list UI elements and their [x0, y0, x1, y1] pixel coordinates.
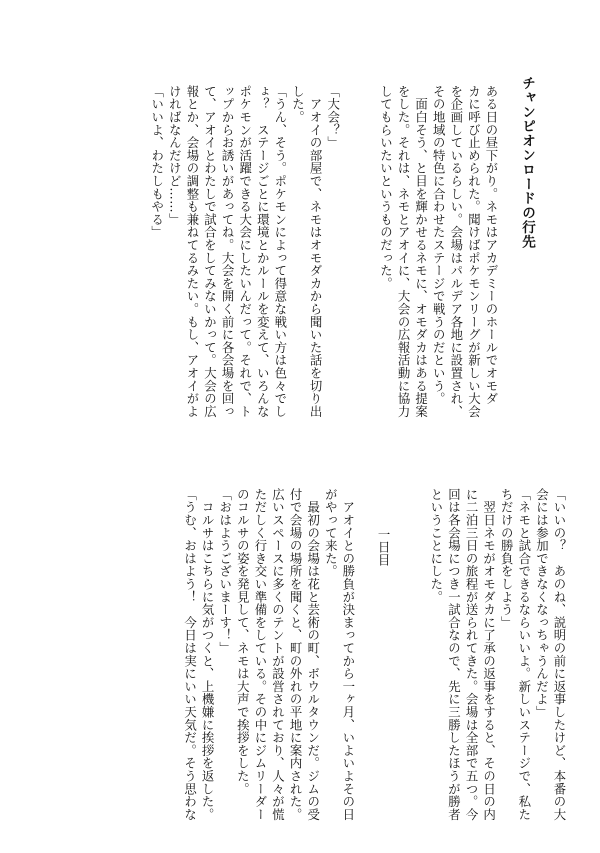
bottom-text-block [98, 488, 568, 828]
text-line: 回は各会場につき一試合なので、先に三勝したほうが勝者 [446, 488, 462, 821]
top-text-block [98, 85, 500, 425]
text-line: 「いいの？ あのね、説明の前に返事したけど、本番の大 [552, 488, 567, 821]
text-line: 最初の会場は花と芸術の町、ボウルタウンだ。ジムの受 [305, 488, 321, 821]
text-line: してもらいたいというものだった。 [378, 85, 394, 290]
text-line: 翌日ネモがオモダカに了承の返事をすると、その日の内 [481, 488, 497, 821]
text-line: 報とか、会場の調整も兼ねてるみたい。もし、アオイがよ [184, 85, 200, 418]
text-line: 会には参加できなくなっちゃうんだよ」 [534, 488, 550, 719]
text-line: に二泊三日の旅程が送られてきた。会場は全部で五つ。今 [464, 488, 480, 821]
text-line: て、アオイとわたしで試合をしてみないかって。大会の広 [202, 85, 218, 418]
section-heading: 一日目 [376, 528, 392, 567]
text-line: 「ネモと試合できるならいいよ。新しいステージで、私た [516, 488, 532, 821]
text-line: カに呼び止められた。聞けばポケモンリーグが新しい大会 [466, 85, 482, 418]
text-line: ければなんだけど……」 [167, 85, 183, 226]
text-line: コルサはこちらに気がつくと、上機嫌に挨拶を返した。 [200, 488, 216, 821]
text-line: ップからお誘いがあってね。大会を開く前に各会場を回っ [220, 85, 236, 418]
text-line [342, 85, 360, 425]
text-line: アオイの部屋で、ネモはオモダカから聞いた話を切り出 [308, 85, 324, 418]
text-line: ょ？ ステージごとに環境とかルールを変えて、いろんな [255, 85, 271, 418]
story-title: チャンピオンロードの行先 [519, 76, 535, 249]
text-line: 「いいよ、わたしもやる」 [149, 85, 165, 239]
text-line: をした。それは、ネモとアオイに、大会の広報活動に協力 [396, 85, 412, 418]
text-line [357, 488, 375, 828]
text-line: その地域の特色に合わせたステージで戦うのだという。 [431, 85, 447, 405]
text-line: 「うん、そう。ポケモンによって得意な戦い方は色々でし [272, 85, 288, 418]
text-line: ということにした。 [428, 488, 444, 604]
text-line: 「うむ、おはよう！ 今日は実にいい天気だ。そう思わな [182, 488, 198, 821]
text-line: がやって来た。 [323, 488, 339, 578]
text-line [392, 488, 410, 828]
text-line: のコルサの姿を発見して、ネモは大声で挨拶をした。 [235, 488, 251, 796]
text-line: 「おはようございまーす！」 [217, 488, 233, 655]
text-line: 付で会場の場所を聞くと、町の外れの平地に案内された。 [288, 488, 304, 821]
text-line [410, 488, 428, 828]
text-line: した。 [290, 85, 306, 124]
text-line: を企画しているらしい。会場はパルデア各地に設置され、 [448, 85, 464, 418]
text-line: 面白そう、と目を輝かせるネモに、オモダカはある提案 [413, 85, 429, 418]
text-line: アオイとの勝負が決まってから一ヶ月、いよいよその日 [340, 488, 356, 821]
text-line [359, 85, 377, 425]
text-line: ある日の昼下がり。ネモはアカデミーのホールでオモダ [484, 85, 499, 405]
text-line: 「大会？」 [325, 85, 341, 149]
text-line: ちだけの勝負をしよう」 [499, 488, 515, 629]
text-line: ただしく行き交い準備をしている。その中にジムリーダー [252, 488, 268, 821]
text-line: ポケモンが活躍できる大会にしたいんだって。それで、ト [237, 85, 253, 418]
text-line: 広いスペースに多くのテントが設営されており、人々が慌 [270, 488, 286, 821]
